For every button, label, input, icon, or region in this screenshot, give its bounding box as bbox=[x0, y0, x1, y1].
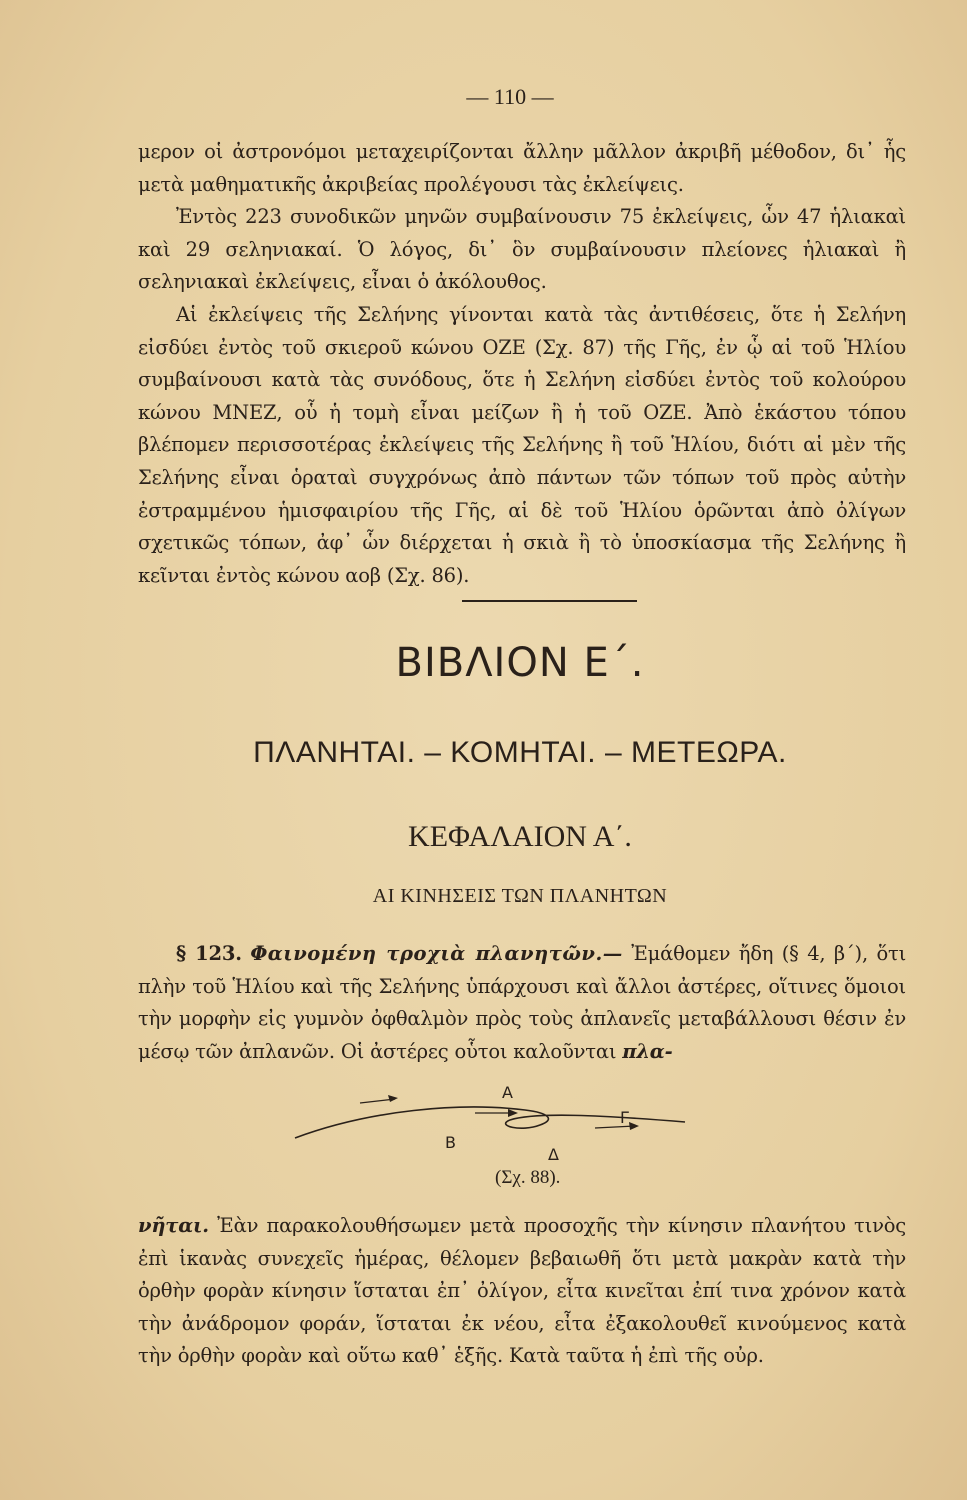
top-text-block bbox=[138, 136, 906, 592]
planet-path-figure bbox=[290, 1080, 690, 1170]
term-planets-end: νῆται. bbox=[138, 1214, 209, 1237]
section-divider-rule bbox=[462, 600, 637, 602]
paragraph-continuation: μερον οἱ ἀστρονόμοι μεταχειρίζονται ἄλλην μᾶλλον ἀκριβῆ μέθοδον, δι᾽ ἧς μετὰ μαθηματικῆς ἀκριβείας προλέγουσι τὰς ἐκλείψεις. bbox=[138, 140, 906, 196]
section-mark: § 123. bbox=[176, 942, 242, 965]
arrow-head-top bbox=[508, 1109, 518, 1117]
paragraph-eclipse-count: Ἐντὸς 223 συνοδικῶν μηνῶν συμβαίνουσιν 75 ἐκλείψεις, ὧν 47 ἡλιακαὶ καὶ 29 σεληνιακαί. Ὁ λόγος, δι᾽ ὃν συμβαίνουσιν πλείονες ἡλιακαὶ ἢ σεληνιακαὶ ἐκλείψεις, εἶναι ὁ ἀκόλουθος. bbox=[138, 205, 906, 294]
paragraph-eclipse-explanation: Αἱ ἐκλείψεις τῆς Σελήνης γίνονται κατὰ τὰς ἀντιθέσεις, ὅτε ἡ Σελήνη εἰσδύει ἐντὸς τοῦ σκιεροῦ κώνου ΟΖΕ (Σχ. 87) τῆς Γῆς, ἐν ᾧ αἱ τοῦ Ἡλίου συμβαίνουσι κατὰ τὰς συνόδους, ὅτε ἡ Σελήνη εἰσδύει ἐντὸς τοῦ κολούρου κώνου ΜΝΕΖ, οὗ ἡ τομὴ εἶναι μείζων ἢ ἡ τοῦ ΟΖΕ. Ἀπὸ ἑκάστου τόπου βλέπομεν περισσοτέρας ἐκλείψεις τῆς Σελήνης ἢ τοῦ Ἡλίου, διότι αἱ μὲν τῆς Σελήνης εἶναι ὁραταὶ συγχρόνως ἀπὸ πάντων τῶν τόπων τοῦ πρὸς αὐτὴν ἐστραμμένου ἡμισφαιρίου τῆς Γῆς, αἱ δὲ τοῦ Ἡλίου ὁρῶνται ἀπὸ ὀλίγων σχετικῶς τόπων, ἀφ᾽ ὧν διέρχεται ἡ σκιὰ ἢ τὸ ὑποσκίασμα τῆς Σελήνης ἢ κεῖνται ἐντὸς κώνου αοβ (Σχ. 86). bbox=[138, 302, 906, 587]
book-title: ΒΙΒΛΙΟΝ Ε΄. bbox=[395, 640, 645, 686]
term-planets-start: πλα- bbox=[622, 1039, 673, 1063]
figure-caption: (Σχ. 88). bbox=[495, 1167, 561, 1188]
part-title: ΠΛΑΝΗΤΑΙ. – ΚΟΜΗΤΑΙ. – ΜΕΤΕΩΡΑ. bbox=[253, 736, 787, 769]
paragraph-planet-motion bbox=[138, 1210, 906, 1373]
point-label-a: Α bbox=[502, 1083, 513, 1102]
section-body: Ἐμάθομεν ἤδη (§ 4, β΄), ὅτι πλὴν τοῦ Ἡλίου καὶ τῆς Σελήνης ὑπάρχουσι καὶ ἄλλοι ἀστέρες, οἵτινες ὅμοιοι τὴν μορφὴν εἰς γυμνὸν ὀφθαλμὸν πρὸς τοὺς ἀπλανεῖς μεταβάλλουσι θέσιν ἐν μέσῳ τῶν ἀπλανῶν. Οἱ ἀστέρες οὗτοι καλοῦνται bbox=[138, 942, 907, 1063]
section-123-text bbox=[138, 938, 906, 1068]
section-title: ΑΙ ΚΙΝΗΣΕΙΣ ΤΩΝ ΠΛΑΝΗΤΩΝ bbox=[372, 885, 668, 907]
arrow-head-right bbox=[629, 1122, 639, 1130]
section-heading: Φαινομένη τροχιὰ πλανητῶν.— bbox=[250, 942, 623, 965]
arrow-head-left bbox=[388, 1095, 398, 1102]
point-label-b: Β bbox=[445, 1133, 456, 1152]
bottom-text-block bbox=[138, 1210, 906, 1373]
planet-motion-text: Ἐὰν παρακολουθήσωμεν μετὰ προσοχῆς τὴν κίνησιν πλανήτου τινὸς ἐπὶ ἱκανὰς συνεχεῖς ἡμέρας, θέλομεν βεβαιωθῆ ὅτι μετὰ μακρὰν κατὰ τὴν ὀρθὴν φορὰν κίνησιν ἵσταται ἐπ᾽ ὀλίγον, εἶτα κινεῖται ἐπί τινα χρόνον κατὰ τὴν ἀνάδρομον φοράν, ἵσταται ἐκ νέου, εἶτα ἐξακολουθεῖ κινούμενος κατὰ τὴν ὀρθὴν φορὰν καὶ οὕτω καθ᾽ ἑξῆς. Κατὰ ταῦτα ἡ ἐπὶ τῆς οὐρ. bbox=[138, 1214, 906, 1368]
section-paragraph bbox=[138, 938, 906, 1068]
point-label-g: Γ bbox=[620, 1108, 629, 1127]
chapter-title: ΚΕΦΑΛΑΙΟΝ Α΄. bbox=[408, 820, 632, 853]
arrow-line-right bbox=[595, 1126, 635, 1128]
point-label-d: Δ bbox=[548, 1145, 559, 1164]
page-number: — 110 — bbox=[466, 84, 554, 109]
